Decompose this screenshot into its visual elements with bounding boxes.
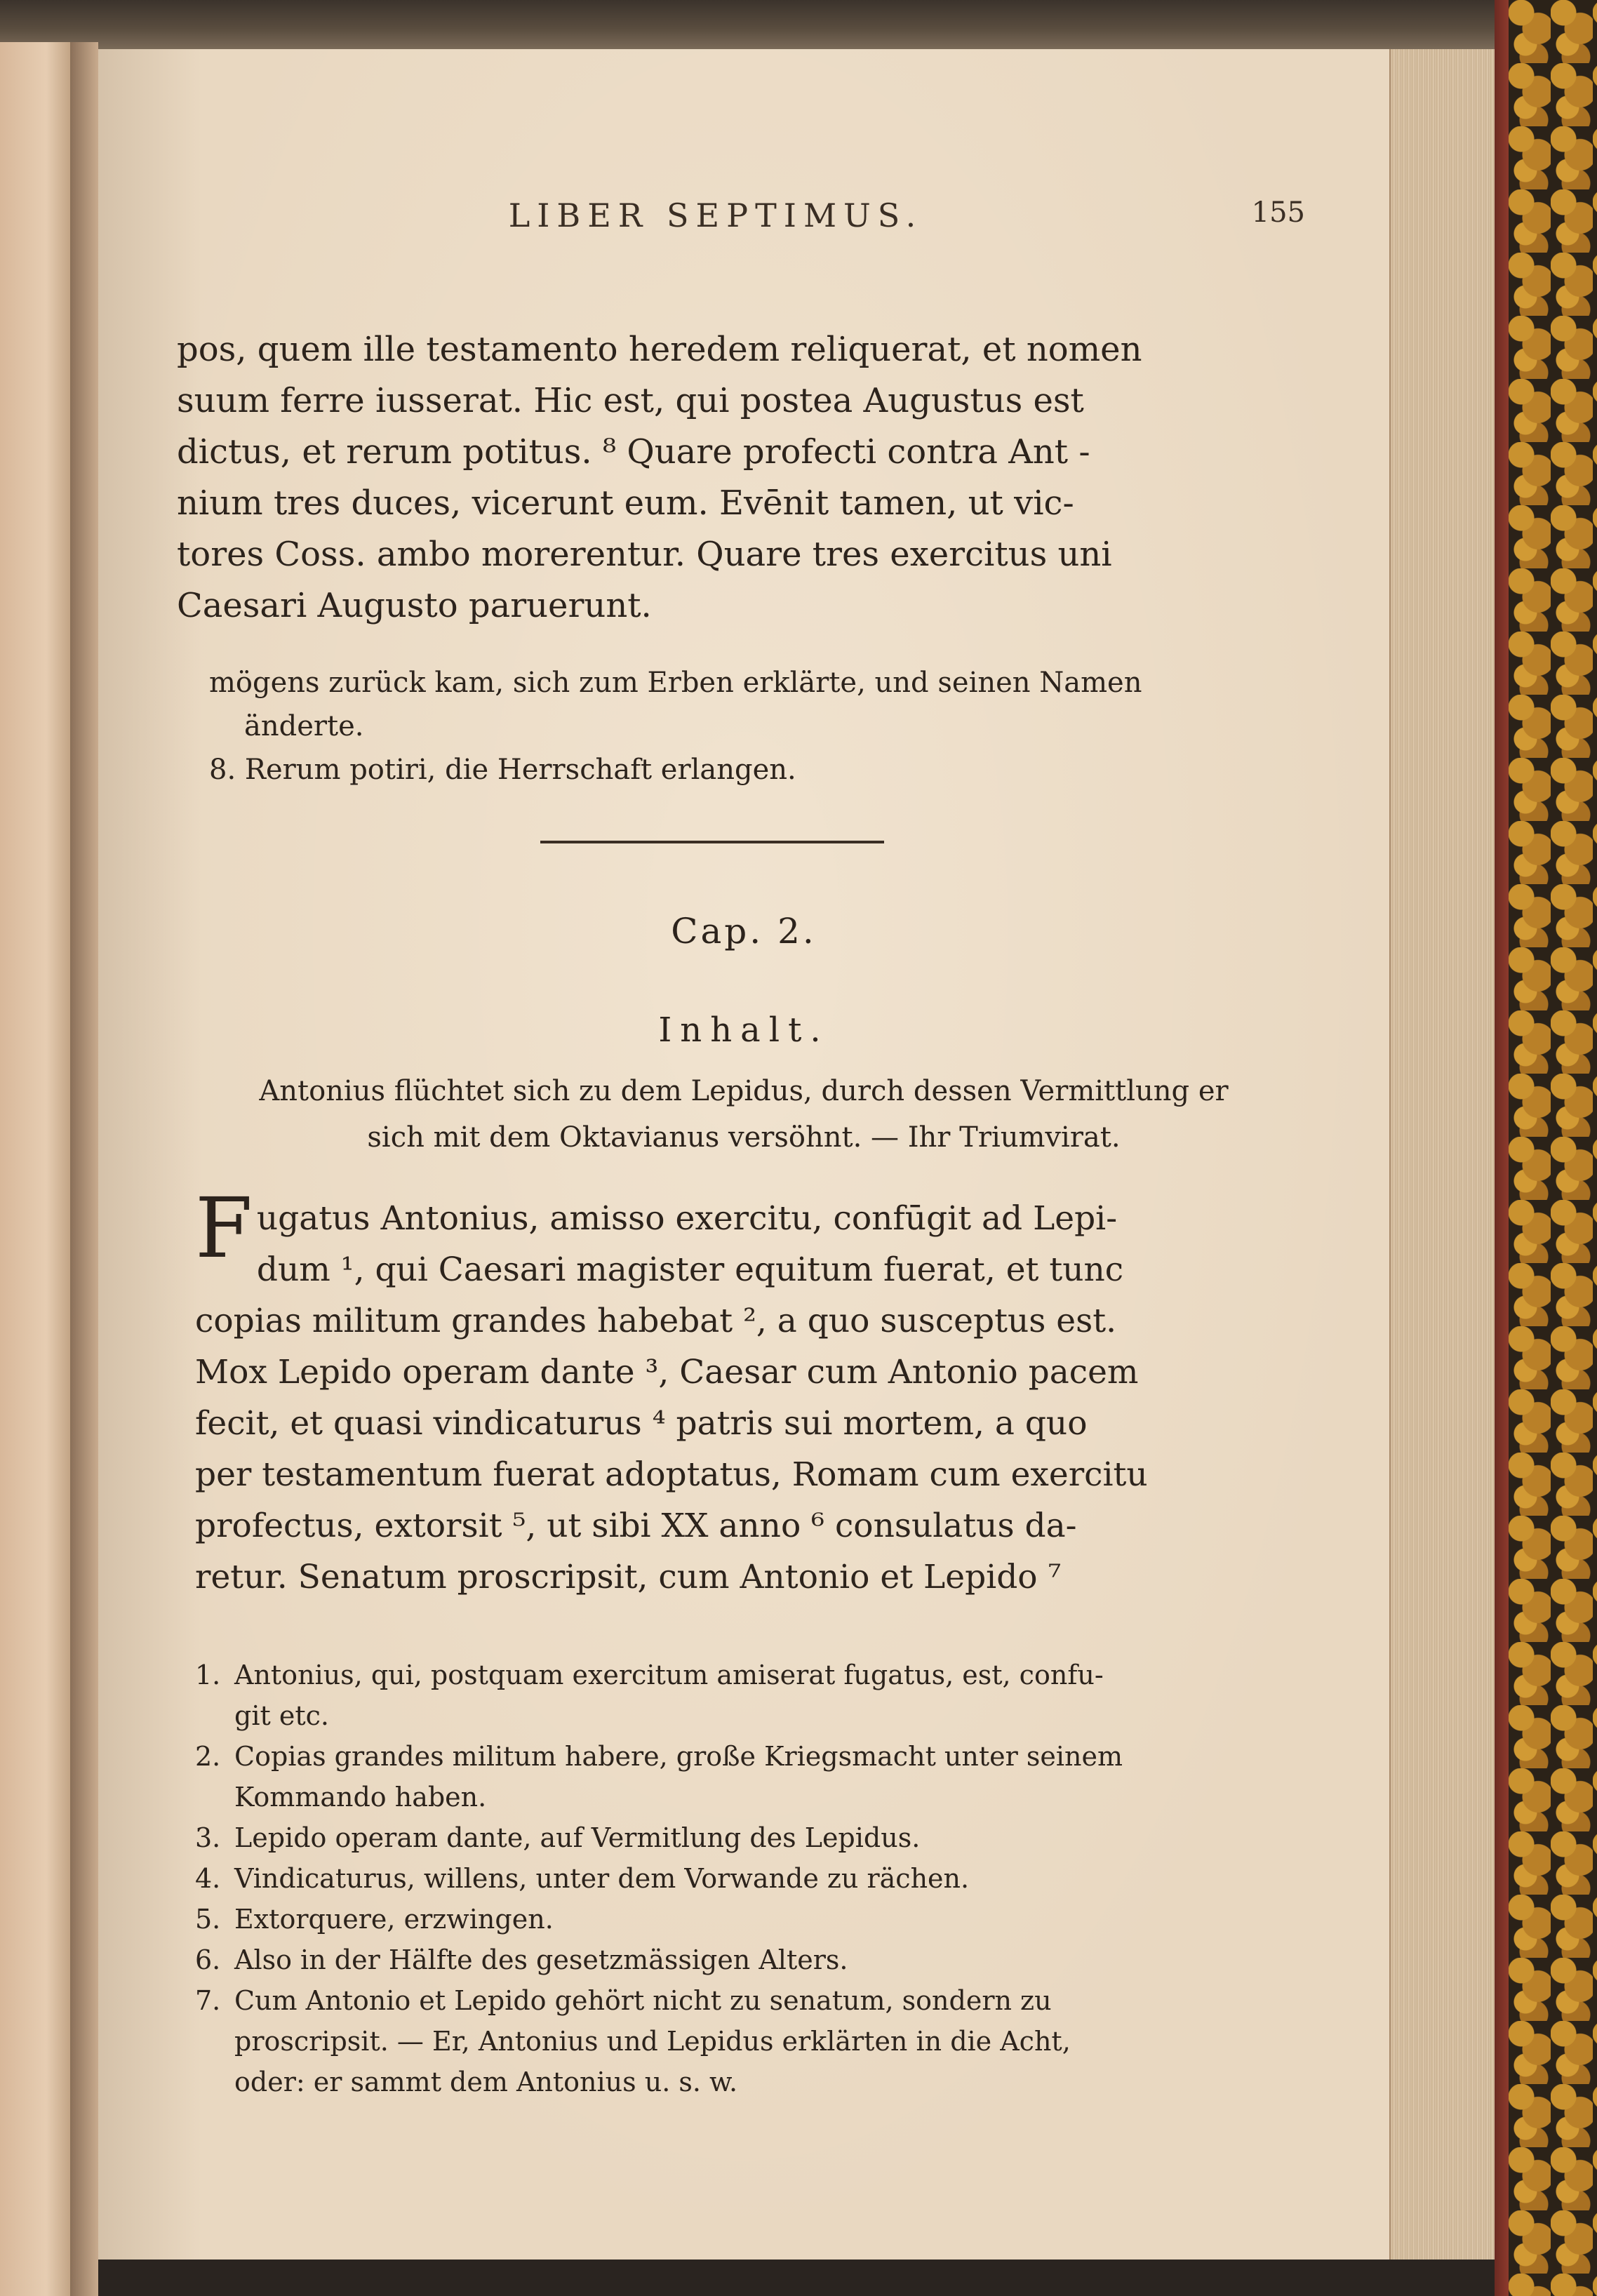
text-line: dictus, et rerum potitus. ⁸ Quare profecti contra Ant -: [177, 432, 1090, 472]
text-line: retur. Senatum proscripsit, cum Antonio et Lepido ⁷: [195, 1558, 1062, 1596]
footnote: [195, 1940, 1318, 1980]
main-text-block: [177, 324, 1284, 632]
footnote-text: Antonius, qui, postquam exercitum amiserat fugatus, est, confu-: [234, 1660, 1104, 1690]
note-line: mögens zurück kam, sich zum Erben erklärte, und seinen Namen: [209, 667, 1142, 699]
footnote-number: 1.: [195, 1660, 221, 1690]
footnote-continuation: oder: er sammt dem Antonius u. s. w.: [234, 2067, 738, 2097]
text-line: suum ferre iusserat. Hic est, qui postea Augustus est: [177, 381, 1084, 420]
summary-line: sich mit dem Oktavianus versöhnt. — Ihr Triumvirat.: [367, 1121, 1121, 1154]
previous-chapter-notes: [209, 661, 1290, 792]
summary-line: Antonius flüchtet sich zu dem Lepidus, durch dessen Vermittlung er: [259, 1075, 1229, 1107]
running-head: [435, 196, 1305, 239]
footnote-text: Extorquere, erzwingen.: [234, 1904, 554, 1935]
text-line: copias militum grandes habebat ², a quo susceptus est.: [195, 1302, 1117, 1340]
text-line: Mox Lepido operam dante ³, Caesar cum Antonio pacem: [195, 1353, 1139, 1391]
text-line: tores Coss. ambo morerentur. Quare tres exercitus uni: [177, 535, 1112, 574]
contents-heading: Inhalt.: [658, 1010, 829, 1050]
footnote-text: Copias grandes militum habere, große Kriegsmacht unter seinem: [234, 1741, 1123, 1772]
text-line: fecit, et quasi vindicaturus ⁴ patris sui mortem, a quo: [195, 1404, 1088, 1443]
footnotes: [195, 1655, 1318, 2102]
text-line: per testamentum fuerat adoptatus, Romam cum exercitu: [195, 1455, 1148, 1494]
footnote-continuation: proscripsit. — Er, Antonius und Lepidus erklärten in die Acht,: [234, 2026, 1071, 2057]
text-line: ugatus Antonius, amisso exercitu, confūgit ad Lepi-: [256, 1199, 1118, 1238]
text-line: pos, quem ille testamento heredem reliquerat, et nomen: [177, 330, 1142, 369]
footnote-continuation: git etc.: [234, 1700, 329, 1731]
section-divider: [540, 841, 884, 843]
chapter-heading: Cap. 2.: [671, 911, 817, 952]
chapter-summary: [182, 1068, 1305, 1161]
footnote: [195, 1980, 1318, 2102]
footnote-number: 4.: [195, 1863, 221, 1894]
footnote-text: Vindicaturus, willens, unter dem Vorwande zu rächen.: [234, 1863, 970, 1894]
text-line: nium tres duces, vicerunt eum. Evēnit tamen, ut vic-: [177, 483, 1074, 523]
footnote: [195, 1736, 1318, 1817]
note-line: 8. Rerum potiri, die Herrschaft erlangen.: [209, 754, 796, 786]
footnote: [195, 1899, 1318, 1940]
footnote-number: 7.: [195, 1985, 221, 2016]
book-gutter: [70, 42, 98, 2296]
footnote-text: Also in der Hälfte des gesetzmässigen Alters.: [234, 1944, 848, 1975]
running-head-title: LIBER SEPTIMUS.: [508, 196, 923, 234]
footnote-text: Lepido operam dante, auf Vermitlung des Lepidus.: [234, 1822, 921, 1853]
footnote-text: Cum Antonio et Lepido gehört nicht zu senatum, sondern zu: [234, 1985, 1052, 2016]
footnote: [195, 1817, 1318, 1858]
text-line: profectus, extorsit ⁵, ut sibi XX anno ⁶ consulatus da-: [195, 1507, 1077, 1545]
footnote-number: 5.: [195, 1904, 221, 1935]
page-fore-edge: [1389, 49, 1499, 2260]
note-line: änderte.: [244, 710, 364, 742]
page-number: 155: [1251, 196, 1305, 229]
footnote-continuation: Kommando haben.: [234, 1782, 487, 1813]
marbled-cover: [1509, 0, 1597, 2296]
footnote-number: 3.: [195, 1822, 221, 1853]
text-line: dum ¹, qui Caesari magister equitum fuerat, et tunc: [256, 1250, 1124, 1289]
footnote: [195, 1858, 1318, 1899]
facing-page-edge: [0, 42, 77, 2296]
footnote: [195, 1655, 1318, 1736]
text-line: Caesari Augusto paruerunt.: [177, 586, 652, 625]
footnote-number: 6.: [195, 1944, 221, 1975]
book-page: [98, 49, 1389, 2260]
drop-cap: F: [195, 1180, 253, 1276]
book-binding-top: [0, 0, 1597, 49]
chapter-body-text: [195, 1180, 1311, 1603]
footnote-number: 2.: [195, 1741, 221, 1772]
